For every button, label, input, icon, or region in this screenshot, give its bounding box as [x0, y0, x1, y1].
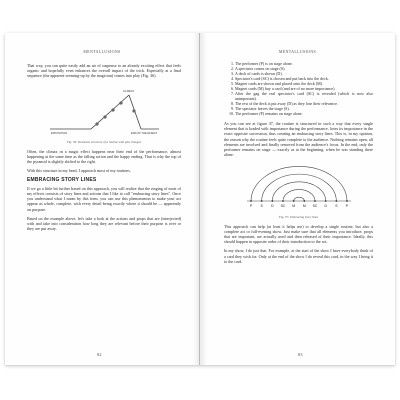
- figure-36: [27, 83, 181, 138]
- figure-37-caption: Fig. 37: Embracing story lines: [278, 214, 319, 219]
- left-paragraph-1: That way, you can quite easily add an air of suspense to an already exciting effect that feels organic and hopefully even enhances the overall impact of the trick. Especially at a final sequence (the apparent seeming-up by the magician) comes into play (Fig. 36).: [27, 63, 181, 79]
- story-element-label: P: [249, 204, 252, 209]
- story-line-arc: [283, 190, 315, 202]
- climax-label: CLIMAX: [123, 88, 135, 93]
- story-element-label: D: [270, 204, 274, 209]
- left-paragraph-5: Based on the example above, let's take a look at the actions and props that are (interjected) with and take into consideration how long they are relevant before their purpose is over or they are put away.: [27, 215, 181, 232]
- page-number-right: 83: [298, 352, 303, 357]
- story-element-label: S: [260, 204, 263, 209]
- list-item: 3. A deck of cards is shown (D).: [235, 71, 373, 76]
- story-element-marker: [292, 201, 294, 203]
- story-element-marker: [346, 201, 348, 203]
- left-page-content: [27, 63, 181, 235]
- routine-steps-list: [224, 61, 373, 116]
- list-item: 10. The performer (P) remains on stage alone.: [235, 111, 373, 116]
- story-element-marker: [314, 201, 316, 203]
- story-element-label: SC: [280, 204, 285, 209]
- list-item: 8. The rest of the deck is put away (D) as they lose their relevance.: [235, 101, 373, 106]
- story-element-label: S: [334, 204, 337, 209]
- end-of-effect-label: END OF THE EFFECT: [131, 131, 158, 135]
- figure-37: [224, 161, 373, 212]
- story-element-label: M: [302, 204, 306, 209]
- list-item: 7. After the gag the real spectator's card (SC) is revealed (which is now also unimportant).: [235, 91, 373, 101]
- story-element-label: SC: [312, 204, 317, 209]
- plot-point: [119, 101, 122, 104]
- right-paragraph-1: As you can see at figure 37, the routine is structured in such a way that every single element that is loaded with importance during the performance, loses its importance in the exact opposite succession, thus creating an embracing story lines. This is, in my opinion, the reason why the routine feels quite complete to the audience. Nothing remains open, all elements are involved and finally removed from the audience's focus. In the end, only the performer remains on stage — exactly as at the beginning, when he was standing there alone.: [224, 121, 373, 158]
- left-page: [5, 33, 200, 365]
- story-element-label: M: [291, 204, 295, 209]
- running-head-left: MENTALLUSIONS: [83, 49, 121, 54]
- story-element-marker: [303, 201, 305, 203]
- list-item: 6. Magnet cards (M) buy a card (and are of no more importance).: [235, 86, 373, 91]
- story-line-arc: [293, 198, 304, 202]
- story-line-arc: [272, 182, 325, 201]
- embracing-story-lines-diagram: [243, 161, 355, 211]
- right-paragraph-2: This approach can help (at least it helps me) to develop a single routine, but also a complete act or full-evening show. Just make sure that all elements you introduce, props that are important, are actually used and then released of their importance. Ideally, this should happen in opposite order of their introduction to the act.: [224, 223, 373, 245]
- list-item: 4. Spectator's card (SC) is chosen and put back into the deck.: [235, 76, 373, 81]
- story-element-marker: [250, 201, 252, 203]
- right-page-content: [224, 61, 373, 268]
- dramatic-structure-diagram: [45, 83, 163, 137]
- section-heading: EMBRACING STORY LINES: [27, 176, 97, 183]
- plot-point: [95, 122, 98, 125]
- list-item: 5. Magnet cards are shown and placed onto the deck (M).: [235, 81, 373, 86]
- story-element-marker: [260, 201, 262, 203]
- running-head-right: MENTALLUSIONS: [278, 49, 317, 54]
- story-element-marker: [335, 201, 337, 203]
- list-item: 9. The spectator leaves the stage (S).: [235, 106, 373, 111]
- story-element-label: D: [323, 204, 327, 209]
- page-number-left: 82: [97, 352, 102, 357]
- list-item: 1. The performer (P) is on stage alone.: [235, 61, 373, 66]
- right-paragraph-3: In my show, I do just that. For example, at the start of the show I have everybody think of a card they wish for. Only at the end of the show I do reveal this card, in the way I bring it to the card.: [224, 248, 373, 264]
- list-item: 2. A spectator comes on stage (S).: [235, 66, 373, 71]
- story-element-marker: [271, 201, 273, 203]
- left-paragraph-2: Often, the climax in a magic effect happens near their end of the performance, almost happening at the same time as the falling action and the happy ending. That is why the top of the pyramid is slightly shifted to the right.: [27, 148, 181, 165]
- book-spread: [5, 33, 395, 365]
- plot-point: [103, 115, 106, 118]
- plot-point: [111, 108, 114, 111]
- story-element-label: P: [345, 204, 348, 209]
- plot-point: [132, 109, 135, 112]
- left-paragraph-4: If we go a little bit further based on this approach, you will realize that the ringing of most of my effects consists of story lines and actions that I like to call "embracing story lines". Once you understand what I mean by this term, you can use this phenomenon to make your act appear as whole, complete, with every detail being exactly where it should be — apparently on purpose.: [27, 185, 181, 212]
- figure-36-caption: Fig. 36: Dramatic structure of a routine with plot changes: [66, 139, 142, 144]
- left-paragraph-3: With this structure in my head, I approach most of my routines.: [27, 168, 131, 174]
- story-element-marker: [324, 201, 326, 203]
- right-page: [200, 33, 395, 365]
- exposition-label: EXPOSITION: [51, 131, 67, 135]
- story-element-marker: [282, 201, 284, 203]
- story-line-arc: [251, 167, 347, 202]
